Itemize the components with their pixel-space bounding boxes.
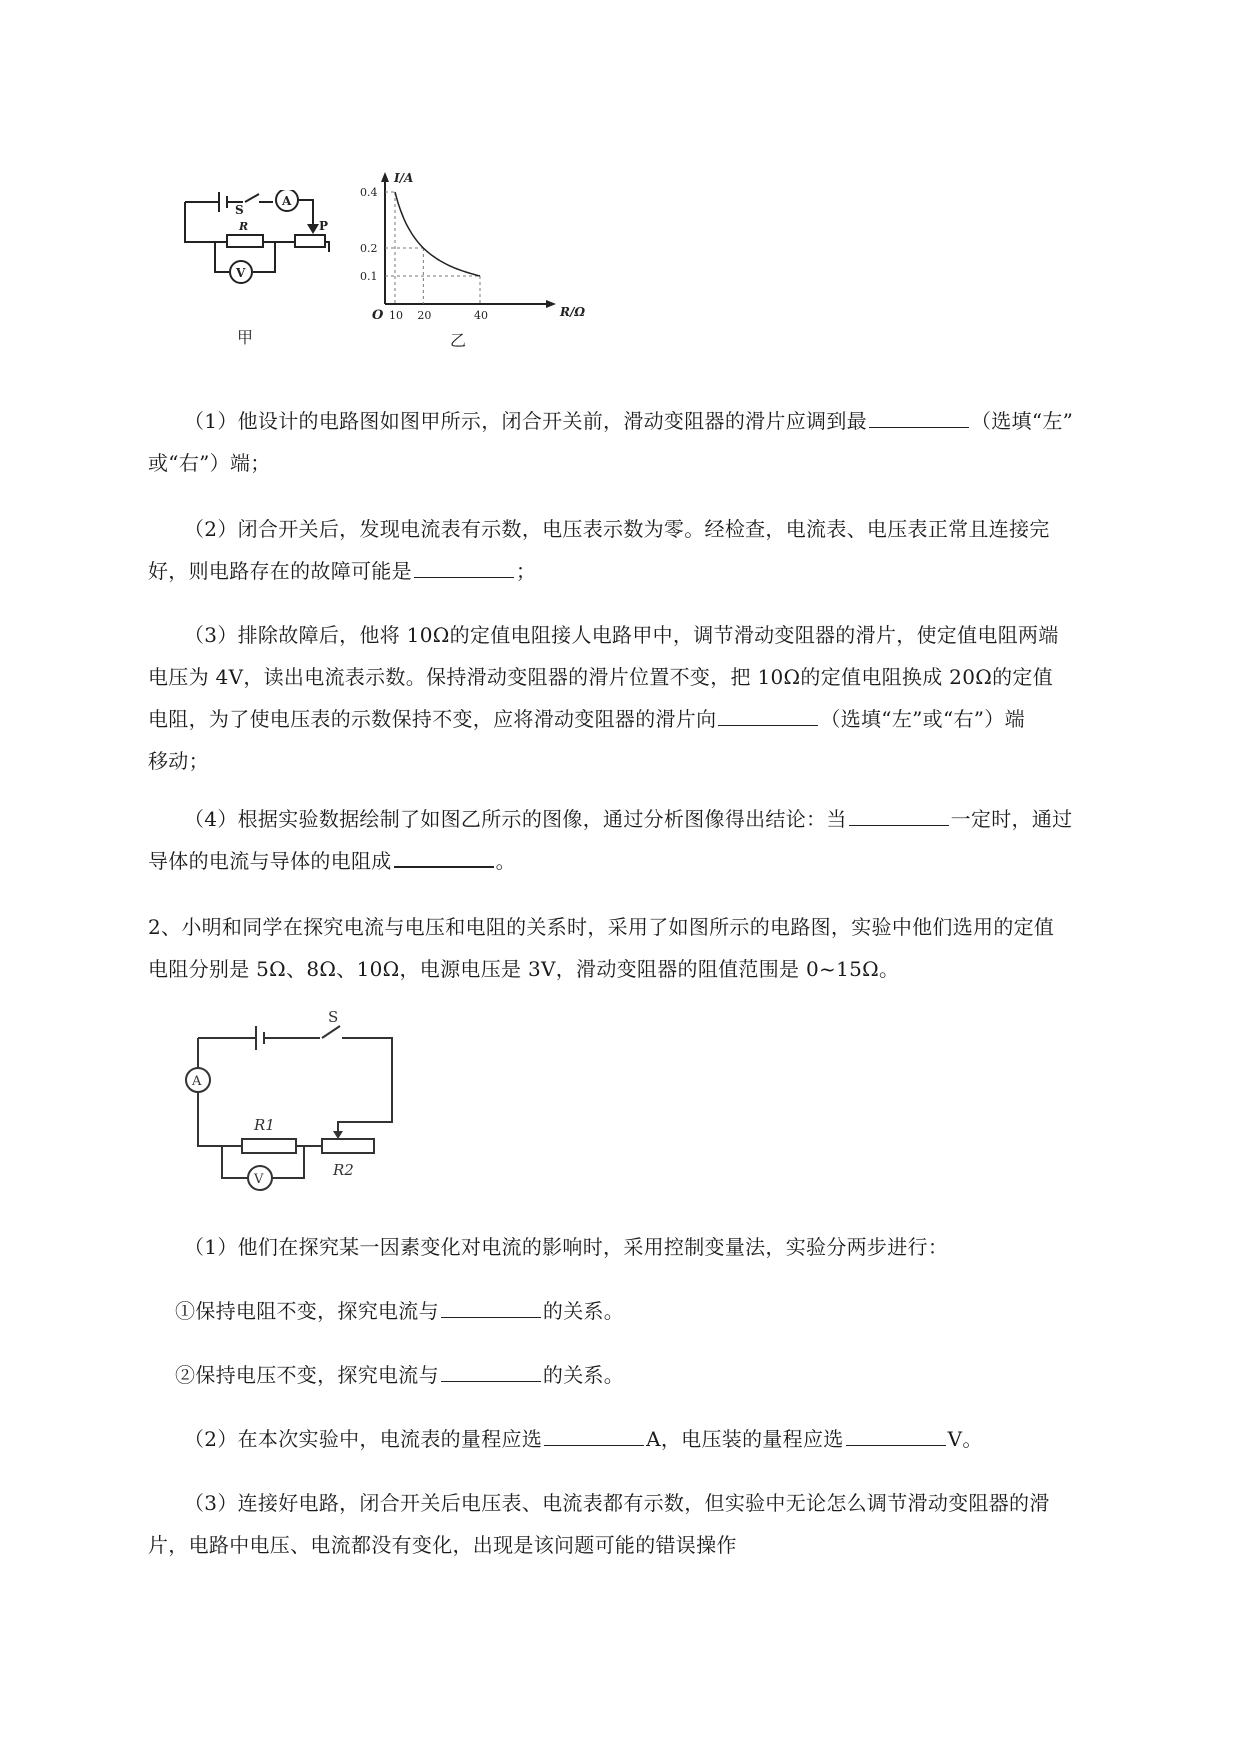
q2-part3: （3）连接好电路，闭合开关后电压表、电流表都有示数，但实验中无论怎么调节滑动变阻器的滑 片，电路中电压、电流都没有变化，出现是该问题可能的错误操作	[148, 1491, 1050, 1557]
q1-part1: （1）他设计的电路图如图甲所示，闭合开关前，滑动变阻器的滑片应调到最 （选填“左” 或“右”）端；	[148, 400, 1160, 484]
caption-yi: 乙	[450, 331, 467, 350]
answer-blank-6[interactable]	[441, 1295, 541, 1318]
answer-blank-8[interactable]	[544, 1423, 644, 1446]
q2-intro: 2、小明和同学在探究电流与电压和电阻的关系时，采用了如图所示的电路图，实验中他们选用的定值 电阻分别是 5Ω、8Ω、10Ω，电源电压是 3V，滑动变阻器的阻值范围是 0~15Ω。	[148, 915, 1055, 981]
x-tick-label: 40	[474, 309, 488, 322]
answer-blank-7[interactable]	[441, 1359, 541, 1382]
ammeter-label: A	[282, 194, 292, 208]
q2-part1: （1）他们在探究某一因素变化对电流的影响时，采用控制变量法，实验分两步进行：	[184, 1235, 949, 1259]
circuit-diagram-jia	[175, 190, 345, 350]
x-tick-label: 20	[417, 309, 432, 322]
q1-part3: （3）排除故障后，他将 10Ω的定值电阻接人电路甲中，调节滑动变阻器的滑片，使定值电阻两端 电压为 4V，读出电流表示数。保持滑动变阻器的滑片位置不变，把 10Ω的定值电阻换成 20Ω的定值 电阻，为了使电压表的示数保持不变，应将滑动变阻器的滑片向 （选填“左”或“右”）端 移动；	[148, 623, 1059, 773]
q2-part1-i: ①保持电阻不变，探究电流与 的关系。	[175, 1290, 1187, 1332]
switch-label: S	[328, 1010, 339, 1026]
q1-part4: （4）根据实验数据绘制了如图乙所示的图像，通过分析图像得出结论：当 一定时，通过 导体的电流与导体的电阻成 。	[148, 798, 1160, 882]
r1-label: R1	[254, 1116, 275, 1134]
origin-label: O	[372, 308, 384, 323]
switch-label: S	[235, 203, 244, 217]
answer-blank-3[interactable]	[718, 703, 818, 726]
x-tick-label: 10	[389, 309, 403, 322]
answer-blank-5[interactable]	[394, 844, 494, 868]
answer-blank-2[interactable]	[414, 555, 514, 578]
y-axis-label: I/A	[394, 171, 414, 185]
r2-label: R2	[333, 1161, 354, 1179]
y-tick-label: 0.2	[360, 242, 378, 255]
y-tick-label: 0.1	[360, 270, 378, 283]
y-tick-label: 0.4	[360, 186, 378, 199]
x-axis-label: R/Ω	[560, 305, 586, 319]
answer-blank-9[interactable]	[846, 1423, 946, 1446]
current-curve	[395, 192, 480, 276]
voltmeter-label: V	[236, 266, 246, 280]
voltmeter-label: V	[254, 1172, 264, 1187]
q1-part2: （2）闭合开关后，发现电流表有示数，电压表示数为零。经检查，电流表、电压表正常且连接完 好，则电路存在的故障可能是 ；	[148, 517, 1050, 583]
resistor-label: R	[239, 220, 249, 233]
answer-blank-1[interactable]	[869, 405, 969, 428]
q2-part1-ii: ②保持电压不变，探究电流与 的关系。	[175, 1354, 1187, 1396]
caption-jia: 甲	[237, 328, 254, 347]
current-resistance-graph	[360, 168, 610, 358]
slider-label: P	[319, 219, 329, 233]
circuit-diagram-2	[178, 1010, 408, 1200]
q2-part2: （2）在本次实验中，电流表的量程应选 A，电压装的量程应选 V。	[148, 1418, 1160, 1460]
answer-blank-4[interactable]	[849, 803, 949, 826]
ammeter-label: A	[192, 1074, 202, 1089]
